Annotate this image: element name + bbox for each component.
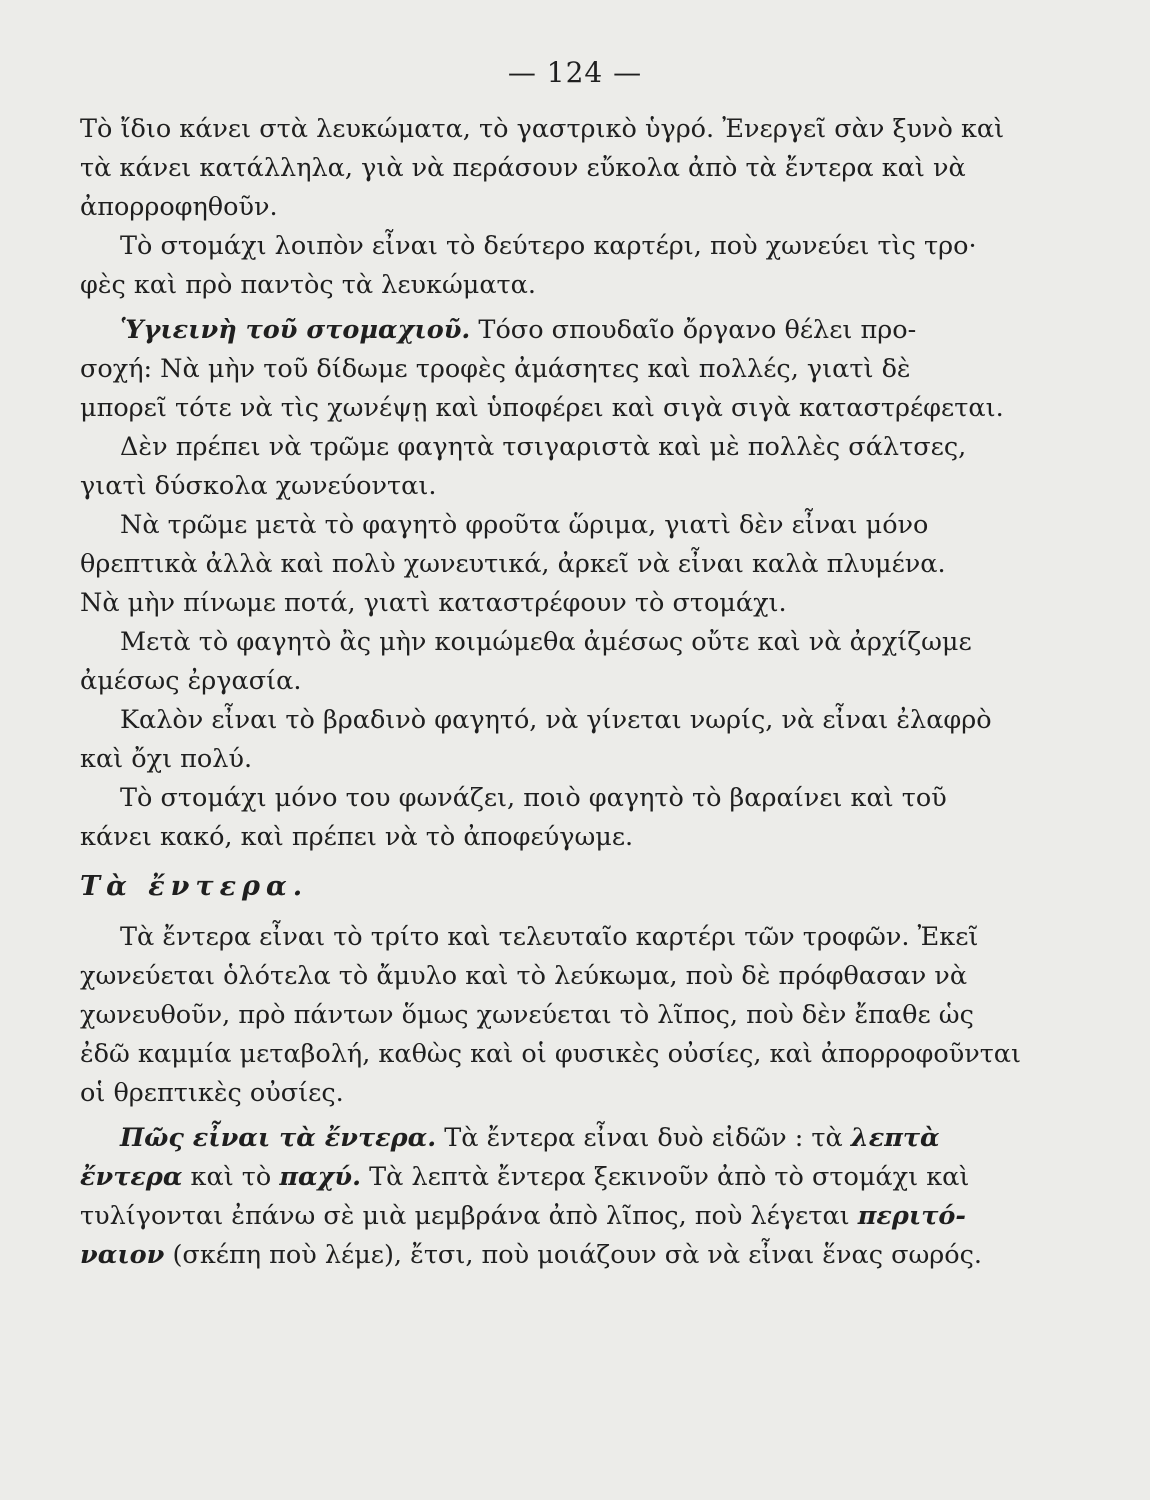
text-line: μπορεῖ τότε νὰ τὶς χωνέψῃ καὶ ὑποφέρει καὶ σιγὰ σιγὰ καταστρέφεται. xyxy=(80,393,1004,423)
text-fragment: καὶ τὸ xyxy=(182,1162,280,1192)
term-peritoneum: περιτό- xyxy=(857,1201,966,1231)
term-thin: λεπτὰ xyxy=(850,1123,940,1153)
text-line: τὰ κάνει κατάλληλα, γιὰ νὰ περάσουν εὔκολα ἀπὸ τὰ ἔντερα καὶ νὰ xyxy=(80,153,966,183)
text-fragment: Τὰ ἔντερα εἶναι δυὸ εἰδῶν : τὰ xyxy=(436,1123,851,1153)
text-fragment: Τὰ λεπτὰ ἔντερα ξεκινοῦν ἀπὸ τὸ στομάχι καὶ xyxy=(361,1162,970,1192)
text-fragment: τυλίγονται ἐπάνω σὲ μιὰ μεμβράνα ἀπὸ λῖπος, ποὺ λέγεται xyxy=(80,1201,858,1231)
text-line: Τὰ ἔντερα εἶναι τὸ τρίτο καὶ τελευταῖο καρτέρι τῶν τροφῶν. Ἐκεῖ xyxy=(120,922,979,952)
text-line xyxy=(80,1197,1010,1236)
text-line: οἱ θρεπτικὲς οὐσίες. xyxy=(80,1078,344,1108)
text-line: Τὸ στομάχι μόνο του φωνάζει, ποιὸ φαγητὸ τὸ βαραίνει καὶ τοῦ xyxy=(120,783,947,813)
text-fragment: (σκέπη ποὺ λέμε), ἔτσι, ποὺ μοιάζουν σὰ νὰ εἶναι ἕνας σωρός. xyxy=(164,1240,983,1270)
text-line: γιατὶ δύσκολα χωνεύονται. xyxy=(80,471,437,501)
term-thick: παχύ. xyxy=(279,1162,362,1192)
text-line: ἐδῶ καμμία μεταβολή, καθὼς καὶ οἱ φυσικὲς οὐσίες, καὶ ἀπορροφοῦνται xyxy=(80,1039,1022,1069)
text-line xyxy=(80,1158,1010,1197)
text-line: σοχή: Νὰ μὴν τοῦ δίδωμε τροφὲς ἀμάσητες καὶ πολλές, γιατὶ δὲ xyxy=(80,354,911,384)
text-line: Νὰ τρῶμε μετὰ τὸ φαγητὸ φροῦτα ὥριμα, γιατὶ δὲν εἶναι μόνο xyxy=(120,510,929,540)
text-fragment: Τόσο σπουδαῖο ὄργανο θέλει προ- xyxy=(470,315,917,345)
text-line xyxy=(80,1236,1010,1275)
hygiene-paragraph-start xyxy=(80,311,1010,350)
text-line: χωνεύεται ὁλότελα τὸ ἄμυλο καὶ τὸ λεύκωμα, ποὺ δὲ πρόφθασαν νὰ xyxy=(80,961,968,991)
page-number: — 124 — xyxy=(507,56,643,89)
body-text xyxy=(80,110,1022,1275)
term-thin-cont: ἔντερα xyxy=(80,1162,183,1192)
subsection-heading: Πῶς εἶναι τὰ ἔντερα. xyxy=(120,1123,437,1153)
text-line: Δὲν πρέπει νὰ τρῶμε φαγητὰ τσιγαριστὰ καὶ μὲ πολλὲς σάλτσες, xyxy=(120,432,967,462)
text-line: ἀμέσως ἐργασία. xyxy=(80,666,302,696)
what-are-paragraph-start xyxy=(80,1119,1010,1158)
text-line: Τὸ στομάχι λοιπὸν εἶναι τὸ δεύτερο καρτέρι, ποὺ χωνεύει τὶς τρο· xyxy=(120,231,977,261)
text-line: Νὰ μὴν πίνωμε ποτά, γιατὶ καταστρέφουν τὸ στομάχι. xyxy=(80,588,787,618)
term-peritoneum-cont: ναιον xyxy=(80,1240,165,1270)
text-line: Τὸ ἴδιο κάνει στὰ λευκώματα, τὸ γαστρικὸ ὑγρό. Ἐνεργεῖ σὰν ξυνὸ καὶ xyxy=(80,114,1005,144)
text-line: καὶ ὄχι πολύ. xyxy=(80,744,253,774)
hygiene-heading: Ὑγιεινὴ τοῦ στομαχιοῦ. xyxy=(120,315,471,345)
text-line: θρεπτικὰ ἀλλὰ καὶ πολὺ χωνευτικά, ἀρκεῖ νὰ εἶναι καλὰ πλυμένα. xyxy=(80,549,946,579)
section-heading: Τὰ ἔντερα. xyxy=(80,871,309,902)
text-line: κάνει κακό, καὶ πρέπει νὰ τὸ ἀποφεύγωμε. xyxy=(80,822,634,852)
text-line: ἀπορροφηθοῦν. xyxy=(80,192,278,222)
text-line: φὲς καὶ πρὸ παντὸς τὰ λευκώματα. xyxy=(80,270,536,300)
text-line: Μετὰ τὸ φαγητὸ ἂς μὴν κοιμώμεθα ἀμέσως οὔτε καὶ νὰ ἀρχίζωμε xyxy=(120,627,972,657)
text-line: Καλὸν εἶναι τὸ βραδινὸ φαγητό, νὰ γίνεται νωρίς, νὰ εἶναι ἐλαφρὸ xyxy=(120,705,992,735)
text-line: χωνευθοῦν, πρὸ πάντων ὅμως χωνεύεται τὸ λῖπος, ποὺ δὲν ἔπαθε ὡς xyxy=(80,1000,974,1030)
